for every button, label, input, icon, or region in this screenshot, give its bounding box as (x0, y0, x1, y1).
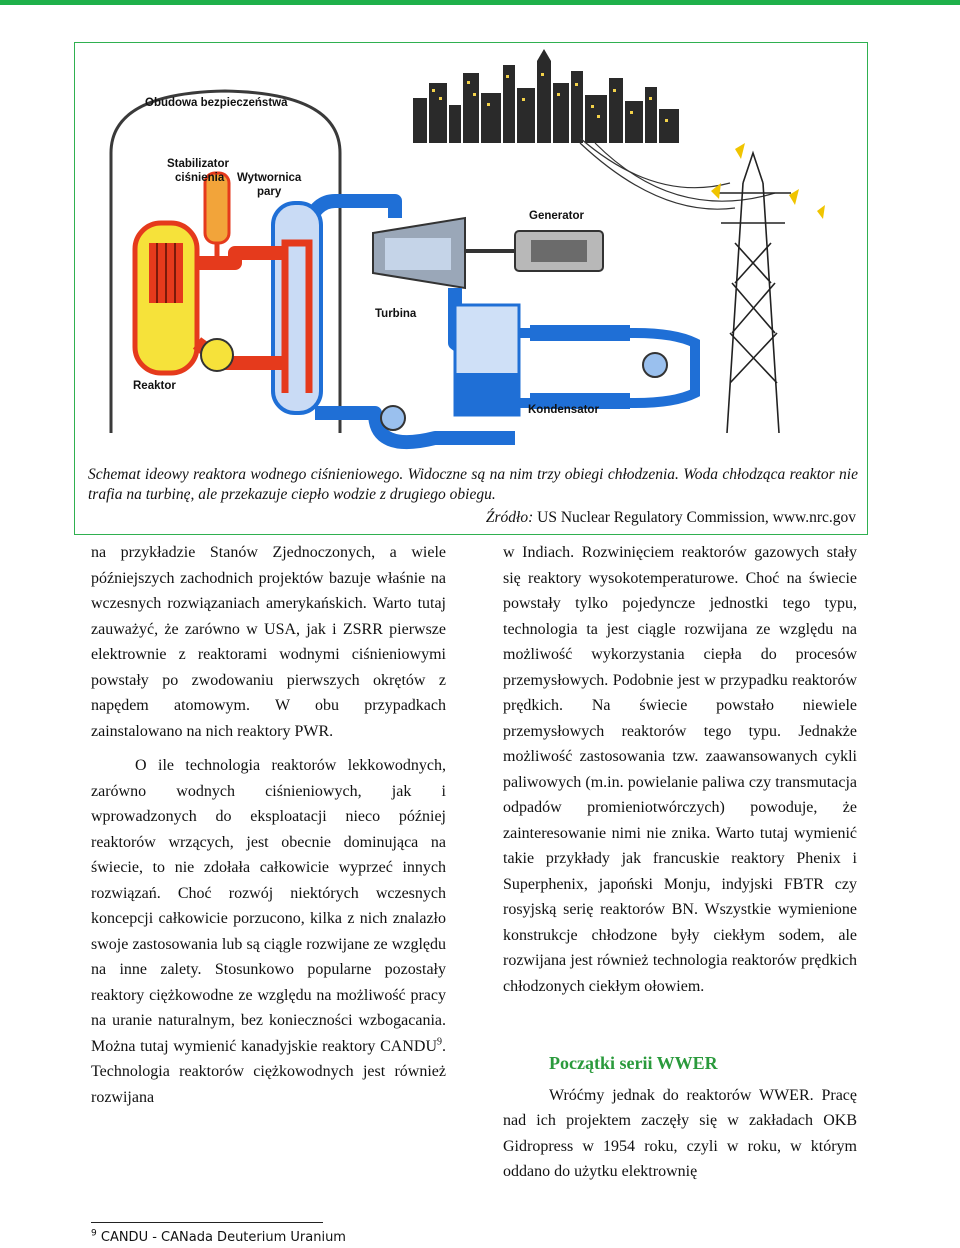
spark-icon (711, 143, 825, 219)
label-generator: Generator (529, 210, 584, 222)
right-paragraph-2: Wróćmy jednak do reaktorów WWER. Pracę nad ich projektem zaczęły się w zakładach OKB Gidropress w 1954 roku, czyli w roku, w którym oddano do użytku elektrownię (503, 1086, 857, 1180)
figure-source (75, 509, 856, 527)
right-paragraph-1: w Indiach. Rozwinięciem reaktorów gazowych stały się reaktory wysokotemperaturowe. Choć na świecie powstały tylko pojedyncze jednostki tego typu, technologia ta jest ciągle rozwijana ze względu na możliwość wykorzystania ciepła do procesów przemysłowych. Podobnie jest w przypadku reaktorów prędkich. Na świecie powstało niewiele przemysłowych reaktorów tego typu. Jednakże możliwość zastosowania tzw. zaawansowanych cykli paliwowych (m.in. powielanie paliwa czy transmutacja odpadów promieniotwórczych) powoduje, że zainteresowanie nimi nie znika. Warto tutaj wymienić takie przykłady jak francuskie reaktory Phenix i Superphenix, japoński Monju, indyjski FBTR czy rosyjską serię reaktorów BN. Wszystkie wymienione konstrukcje chłodzone były ciekłym sodem, ale rozwijana jest również technologia reaktorów prędkich chłodzonych ciekłym ołowiem. (503, 544, 857, 995)
figure-caption: Schemat ideowy reaktora wodnego ciśnieniowego. Widoczne są na nim trzy obiegi chłodzenia. Woda chłodząca reaktor nie trafia na turbinę, ale przekazuje ciepło wodzie z drugiego obiegu. (88, 466, 858, 503)
source-label: Źródło: (485, 509, 534, 526)
footnote-ref[interactable]: 9 (437, 1036, 442, 1048)
left-paragraph-2-text: O ile technologia reaktorów lekkowodnych, zarówno wodnych ciśnieniowych, jak i wprowadzonych do eksploatacji nieco później reaktorów wrzących, jest obecnie dominująca na świecie, to nie zdołała całkowicie wyprzeć innych rozwiązań. Choć rozwój niektórych wczesnych koncepcji całkowicie porzucono, kilka z nich znalazło swoje zastosowania lub są ciągle rozwijane ze względu na inne zalety. Stosunkowo popularne pozostały reaktory ciężkowodne ze względu na możliwość pracy na uranie naturalnym, bez konieczności wzbogacania. Można tutaj wymienić kanadyjskie reaktory CANDU (91, 757, 446, 1055)
section-heading: Początki serii WWER (549, 1053, 718, 1073)
label-containment: Obudowa bezpieczeństwa (145, 97, 288, 109)
left-paragraph-1: na przykładzie Stanów Zjednoczonych, a wiele późniejszych zachodnich projektów bazuje właśnie na wczesnych rozwiązaniach amerykańskich. Warto tutaj zauważyć, że zarówno w USA, jak i ZSRR pierwsze elektrownie z reaktorami wodnymi ciśnieniowymi powstały po zwodowaniu pierwszych okrętów z napędem atomowym. W obu przypadkach zainstalowano na nich reaktory PWR. (91, 544, 446, 740)
label-steam-generator-1: Wytwornica (237, 172, 302, 184)
label-reactor: Reaktor (133, 380, 176, 392)
footnote-number: 9 (91, 1228, 97, 1239)
footnote-text: CANDU - CANada Deuterium Uranium (96, 1230, 346, 1245)
top-accent-bar (0, 0, 960, 5)
city-skyline-icon (413, 49, 679, 143)
primary-pump-icon (201, 339, 233, 371)
label-condenser: Kondensator (528, 404, 599, 416)
label-pressurizer-1: Stabilizator (167, 158, 229, 170)
figure-frame (74, 42, 868, 535)
label-turbine: Turbina (375, 308, 417, 320)
left-column (91, 540, 446, 1110)
reactor-vessel (135, 223, 197, 373)
left-paragraph-2-tail: . Technologia reaktorów ciężkowodnych jest również rozwijana (91, 1037, 446, 1106)
source-text: US Nuclear Regulatory Commission, www.nrc.gov (537, 509, 856, 526)
steam-generator-vessel (273, 203, 321, 413)
transmission-tower-icon (715, 153, 791, 433)
left-paragraph-2 (91, 753, 446, 1110)
pwr-schematic-diagram (75, 43, 867, 463)
cooling-pump-icon (643, 353, 667, 377)
footnote-rule (91, 1222, 323, 1223)
pressurizer-vessel (205, 173, 229, 259)
secondary-pump-icon (381, 406, 405, 430)
footnote (91, 1230, 346, 1245)
label-steam-generator-2: pary (257, 186, 282, 198)
label-pressurizer-2: ciśnienia (175, 172, 225, 184)
right-column (503, 540, 857, 1185)
turbine-unit (373, 218, 515, 288)
